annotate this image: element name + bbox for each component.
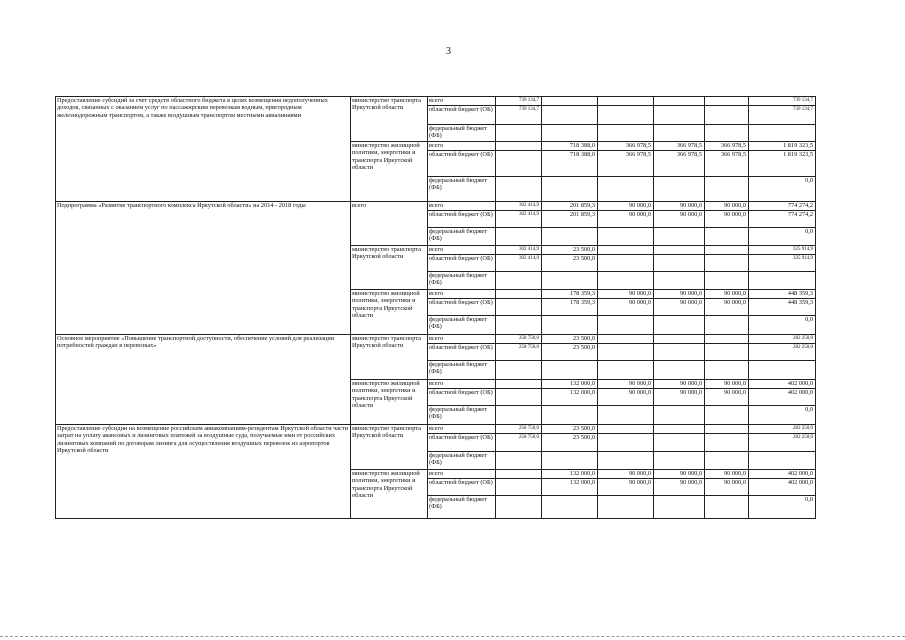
- year-value-cell: [654, 425, 705, 434]
- year-value-cell: [654, 316, 705, 335]
- total-value-cell: 282 250,0: [749, 344, 816, 361]
- year-value-cell: [705, 246, 749, 255]
- executor-cell: министерство транспорта Иркутской области: [351, 97, 428, 142]
- funding-source-cell: областной бюджет (ОБ): [428, 211, 496, 228]
- funding-source-cell: федеральный бюджет (ФБ): [428, 452, 496, 470]
- year-value-cell: [598, 434, 654, 452]
- funding-source-cell: областной бюджет (ОБ): [428, 299, 496, 316]
- year-value-cell: [705, 406, 749, 425]
- executor-cell: министерство транспорта Иркутской области: [351, 425, 428, 470]
- year-value-cell: [598, 406, 654, 425]
- year-value-cell: [654, 97, 705, 106]
- year-value-cell: 90 000,0: [705, 211, 749, 228]
- total-value-cell: 448 359,3: [749, 290, 816, 299]
- year-value-cell: 90 000,0: [598, 380, 654, 389]
- funding-source-cell: всего: [428, 335, 496, 344]
- year-value-cell: [542, 228, 598, 246]
- year-value-cell: [654, 106, 705, 125]
- funding-source-cell: областной бюджет (ОБ): [428, 106, 496, 125]
- total-value-cell: 402 000,0: [749, 470, 816, 479]
- year-value-cell: [496, 479, 542, 496]
- year-value-cell: 132 000,0: [542, 389, 598, 406]
- year-value-cell: [496, 406, 542, 425]
- table-row: [56, 97, 816, 106]
- year-value-cell: [496, 177, 542, 202]
- total-value-cell: [749, 452, 816, 470]
- year-value-cell: 90 000,0: [705, 470, 749, 479]
- funding-source-cell: областной бюджет (ОБ): [428, 255, 496, 272]
- year-value-cell: [705, 452, 749, 470]
- total-value-cell: 402 000,0: [749, 389, 816, 406]
- year-value-cell: 23 500,0: [542, 246, 598, 255]
- total-value-cell: 282 250,0: [749, 335, 816, 344]
- year-value-cell: [496, 299, 542, 316]
- year-value-cell: [654, 228, 705, 246]
- funding-source-cell: всего: [428, 97, 496, 106]
- page-edge-line: [0, 636, 905, 637]
- year-value-cell: 90 000,0: [654, 389, 705, 406]
- total-value-cell: 282 250,0: [749, 425, 816, 434]
- year-value-cell: 132 000,0: [542, 479, 598, 496]
- year-value-cell: [598, 106, 654, 125]
- funding-source-cell: федеральный бюджет (ФБ): [428, 272, 496, 290]
- executor-cell: министерство жилищной политики, энергетики и транспорта Иркутской области: [351, 380, 428, 425]
- year-value-cell: [705, 97, 749, 106]
- table-row: [56, 202, 816, 211]
- year-value-cell: [598, 255, 654, 272]
- year-value-cell: 90 000,0: [598, 202, 654, 211]
- year-value-cell: [542, 316, 598, 335]
- funding-source-cell: областной бюджет (ОБ): [428, 479, 496, 496]
- total-value-cell: 0,0: [749, 406, 816, 425]
- year-value-cell: 90 000,0: [654, 202, 705, 211]
- year-value-cell: [598, 316, 654, 335]
- executor-cell: министерство транспорта Иркутской области: [351, 246, 428, 290]
- year-value-cell: 90 000,0: [654, 290, 705, 299]
- year-value-cell: [654, 335, 705, 344]
- year-value-cell: [705, 125, 749, 142]
- year-value-cell: 23 500,0: [542, 344, 598, 361]
- year-value-cell: [654, 344, 705, 361]
- year-value-cell: [654, 246, 705, 255]
- year-value-cell: 718 388,0: [542, 151, 598, 177]
- year-value-cell: [496, 151, 542, 177]
- year-value-cell: 258 750,0: [496, 335, 542, 344]
- executor-cell: министерство жилищной политики, энергетики и транспорта Иркутской области: [351, 142, 428, 202]
- table-row: [56, 335, 816, 344]
- funding-source-cell: всего: [428, 142, 496, 151]
- year-value-cell: [542, 406, 598, 425]
- total-value-cell: 1 819 323,5: [749, 142, 816, 151]
- year-value-cell: [654, 177, 705, 202]
- year-value-cell: 90 000,0: [705, 380, 749, 389]
- year-value-cell: 90 000,0: [598, 211, 654, 228]
- year-value-cell: [496, 316, 542, 335]
- year-value-cell: 178 359,3: [542, 290, 598, 299]
- year-value-cell: 90 000,0: [654, 211, 705, 228]
- year-value-cell: 23 500,0: [542, 335, 598, 344]
- year-value-cell: 178 359,3: [542, 299, 598, 316]
- year-value-cell: 23 500,0: [542, 434, 598, 452]
- year-value-cell: 90 000,0: [705, 389, 749, 406]
- executor-cell: министерство транспорта Иркутской области: [351, 335, 428, 380]
- total-value-cell: 448 359,3: [749, 299, 816, 316]
- year-value-cell: [542, 177, 598, 202]
- total-value-cell: 774 274,2: [749, 211, 816, 228]
- year-value-cell: [705, 228, 749, 246]
- year-value-cell: 718 388,0: [542, 142, 598, 151]
- year-value-cell: [705, 316, 749, 335]
- total-value-cell: 402 000,0: [749, 380, 816, 389]
- year-value-cell: 90 000,0: [598, 479, 654, 496]
- year-value-cell: [705, 496, 749, 519]
- year-value-cell: 90 000,0: [598, 290, 654, 299]
- year-value-cell: [598, 272, 654, 290]
- year-value-cell: [542, 361, 598, 380]
- year-value-cell: [598, 452, 654, 470]
- year-value-cell: [654, 434, 705, 452]
- total-value-cell: 774 274,2: [749, 202, 816, 211]
- year-value-cell: [496, 361, 542, 380]
- activity-description: Основное мероприятие «Повышение транспортной доступности, обеспечение условий для реализации потребностей граждан в перевозках»: [56, 335, 351, 425]
- year-value-cell: [542, 272, 598, 290]
- year-value-cell: [542, 125, 598, 142]
- year-value-cell: 132 000,0: [542, 380, 598, 389]
- executor-cell: министерство жилищной политики, энергетики и транспорта Иркутской области: [351, 470, 428, 519]
- year-value-cell: [598, 344, 654, 361]
- year-value-cell: [496, 452, 542, 470]
- year-value-cell: [598, 125, 654, 142]
- funding-source-cell: федеральный бюджет (ФБ): [428, 177, 496, 202]
- year-value-cell: 23 500,0: [542, 255, 598, 272]
- year-value-cell: [705, 344, 749, 361]
- year-value-cell: 90 000,0: [705, 479, 749, 496]
- funding-source-cell: всего: [428, 246, 496, 255]
- page-number: 3: [446, 46, 451, 57]
- year-value-cell: 302 414,9: [496, 255, 542, 272]
- year-value-cell: [598, 97, 654, 106]
- year-value-cell: 90 000,0: [598, 470, 654, 479]
- year-value-cell: 90 000,0: [705, 299, 749, 316]
- year-value-cell: [654, 452, 705, 470]
- activity-description: Предоставление субсидии на возмещение российским авиакомпаниям-резидентам Иркутской области части затрат на уплату авансовых и лизинговых платежей за воздушные суда, получаемые ими от российских лизинговых компаний по договорам лизинга для осуществления воздушных перевозок из аэропортов Иркутской области: [56, 425, 351, 519]
- year-value-cell: [496, 389, 542, 406]
- executor-cell: всего: [351, 202, 428, 246]
- funding-source-cell: всего: [428, 290, 496, 299]
- year-value-cell: [598, 335, 654, 344]
- budget-table: [55, 96, 816, 519]
- funding-source-cell: областной бюджет (ОБ): [428, 434, 496, 452]
- total-value-cell: 0,0: [749, 316, 816, 335]
- total-value-cell: 282 250,0: [749, 434, 816, 452]
- year-value-cell: [705, 106, 749, 125]
- funding-source-cell: федеральный бюджет (ФБ): [428, 316, 496, 335]
- year-value-cell: 258 750,0: [496, 344, 542, 361]
- year-value-cell: 201 859,3: [542, 202, 598, 211]
- funding-source-cell: федеральный бюджет (ФБ): [428, 228, 496, 246]
- year-value-cell: [654, 496, 705, 519]
- year-value-cell: [496, 290, 542, 299]
- year-value-cell: [496, 380, 542, 389]
- year-value-cell: [598, 496, 654, 519]
- total-value-cell: 739 134,7: [749, 97, 816, 106]
- year-value-cell: 258 750,0: [496, 434, 542, 452]
- executor-cell: министерство жилищной политики, энергетики и транспорта Иркутской области: [351, 290, 428, 335]
- year-value-cell: 366 978,5: [654, 142, 705, 151]
- year-value-cell: 366 978,5: [705, 142, 749, 151]
- year-value-cell: 90 000,0: [598, 389, 654, 406]
- total-value-cell: [749, 272, 816, 290]
- funding-source-cell: всего: [428, 470, 496, 479]
- table-row: [56, 425, 816, 434]
- total-value-cell: 402 000,0: [749, 479, 816, 496]
- year-value-cell: [496, 228, 542, 246]
- funding-source-cell: областной бюджет (ОБ): [428, 389, 496, 406]
- activity-description: Предоставление субсидий за счет средств областного бюджета в целях возмещения недополученных доходов, связанных с оказанием услуг по пассажирским перевозкам водным, пригородным железнодорожным транспортом, а также воздушным транспортом местными авиалиниями: [56, 97, 351, 202]
- year-value-cell: 302 414,9: [496, 246, 542, 255]
- year-value-cell: 366 978,5: [598, 142, 654, 151]
- total-value-cell: 325 914,9: [749, 255, 816, 272]
- year-value-cell: [496, 142, 542, 151]
- total-value-cell: 0,0: [749, 496, 816, 519]
- year-value-cell: 90 000,0: [598, 299, 654, 316]
- funding-source-cell: федеральный бюджет (ФБ): [428, 361, 496, 380]
- year-value-cell: [705, 425, 749, 434]
- year-value-cell: 132 000,0: [542, 470, 598, 479]
- year-value-cell: 302 414,9: [496, 211, 542, 228]
- year-value-cell: 258 750,0: [496, 425, 542, 434]
- funding-source-cell: областной бюджет (ОБ): [428, 344, 496, 361]
- funding-source-cell: всего: [428, 425, 496, 434]
- year-value-cell: 90 000,0: [705, 290, 749, 299]
- year-value-cell: 302 414,9: [496, 202, 542, 211]
- total-value-cell: 1 819 323,5: [749, 151, 816, 177]
- year-value-cell: 201 859,3: [542, 211, 598, 228]
- year-value-cell: [598, 228, 654, 246]
- year-value-cell: 739 134,7: [496, 97, 542, 106]
- year-value-cell: [705, 272, 749, 290]
- year-value-cell: [705, 361, 749, 380]
- year-value-cell: 90 000,0: [654, 299, 705, 316]
- year-value-cell: [654, 272, 705, 290]
- funding-source-cell: всего: [428, 202, 496, 211]
- year-value-cell: [598, 425, 654, 434]
- funding-source-cell: областной бюджет (ОБ): [428, 151, 496, 177]
- year-value-cell: [654, 125, 705, 142]
- year-value-cell: [705, 434, 749, 452]
- year-value-cell: 23 500,0: [542, 425, 598, 434]
- year-value-cell: [705, 177, 749, 202]
- year-value-cell: [542, 496, 598, 519]
- year-value-cell: [654, 255, 705, 272]
- activity-description: Подпрограмма «Развитие транспортного комплекса Иркутской области» на 2014 - 2018 годы: [56, 202, 351, 335]
- funding-source-cell: всего: [428, 380, 496, 389]
- total-value-cell: 739 134,7: [749, 106, 816, 125]
- funding-source-cell: федеральный бюджет (ФБ): [428, 406, 496, 425]
- funding-source-cell: федеральный бюджет (ФБ): [428, 125, 496, 142]
- year-value-cell: [542, 106, 598, 125]
- year-value-cell: 739 134,7: [496, 106, 542, 125]
- year-value-cell: [705, 255, 749, 272]
- year-value-cell: [598, 246, 654, 255]
- year-value-cell: [542, 97, 598, 106]
- year-value-cell: [496, 470, 542, 479]
- year-value-cell: [654, 406, 705, 425]
- year-value-cell: 90 000,0: [705, 202, 749, 211]
- total-value-cell: 325 914,9: [749, 246, 816, 255]
- total-value-cell: [749, 361, 816, 380]
- total-value-cell: [749, 125, 816, 142]
- year-value-cell: 90 000,0: [654, 479, 705, 496]
- year-value-cell: 366 978,5: [654, 151, 705, 177]
- year-value-cell: 366 978,5: [705, 151, 749, 177]
- year-value-cell: [705, 335, 749, 344]
- year-value-cell: 90 000,0: [654, 380, 705, 389]
- year-value-cell: [654, 361, 705, 380]
- funding-source-cell: федеральный бюджет (ФБ): [428, 496, 496, 519]
- year-value-cell: 90 000,0: [654, 470, 705, 479]
- total-value-cell: 0,0: [749, 228, 816, 246]
- year-value-cell: [496, 272, 542, 290]
- year-value-cell: [496, 496, 542, 519]
- year-value-cell: 366 978,5: [598, 151, 654, 177]
- year-value-cell: [496, 125, 542, 142]
- year-value-cell: [598, 361, 654, 380]
- year-value-cell: [542, 452, 598, 470]
- year-value-cell: [598, 177, 654, 202]
- total-value-cell: 0,0: [749, 177, 816, 202]
